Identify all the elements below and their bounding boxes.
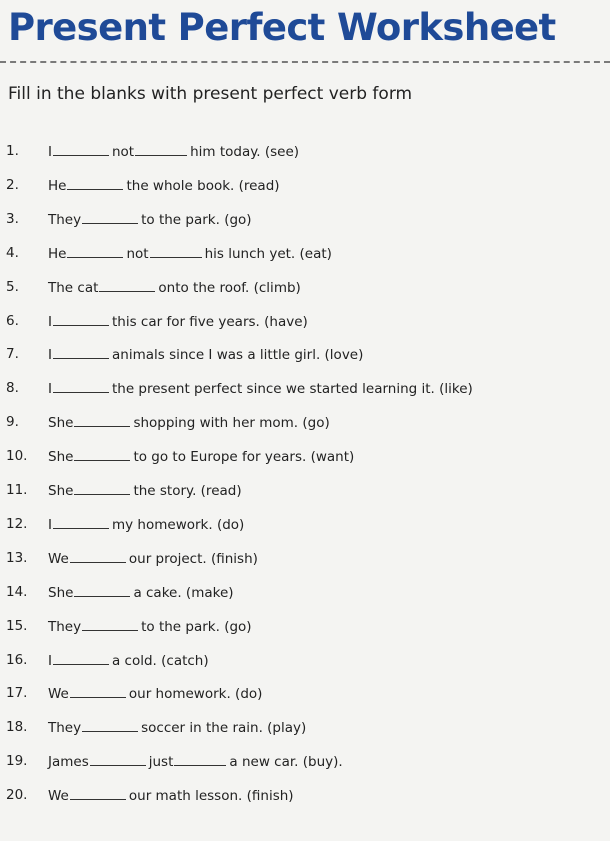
sentence-segment: I xyxy=(48,347,52,363)
exercise-item xyxy=(0,480,610,500)
item-number: 11. xyxy=(6,482,28,498)
worksheet-title: Present Perfect Worksheet xyxy=(8,6,556,49)
sentence-segment: not xyxy=(111,144,135,160)
exercise-item xyxy=(0,141,610,161)
item-sentence xyxy=(48,344,363,365)
sentence-segment: the story. (read) xyxy=(133,483,242,499)
sentence-segment: James xyxy=(48,754,89,770)
item-number: 5. xyxy=(6,279,19,295)
sentence-segment: just xyxy=(148,754,174,770)
item-number: 3. xyxy=(6,211,19,227)
item-sentence xyxy=(48,751,343,772)
exercise-item xyxy=(0,548,610,568)
sentence-segment: a cake. (make) xyxy=(133,585,234,601)
sentence-segment: I xyxy=(48,381,52,397)
sentence-segment: a new car. (buy). xyxy=(229,754,343,770)
sentence-segment: to go to Europe for years. (want) xyxy=(133,449,355,465)
sentence-segment: They xyxy=(48,619,82,635)
sentence-segment: him today. (see) xyxy=(190,144,300,160)
sentence-segment: We xyxy=(48,788,69,804)
answer-blank[interactable] xyxy=(53,378,109,393)
sentence-segment: They xyxy=(48,720,82,736)
answer-blank[interactable] xyxy=(53,344,109,359)
item-number: 15. xyxy=(6,618,28,634)
sentence-segment: this car for five years. (have) xyxy=(111,314,308,330)
exercise-item xyxy=(0,785,610,805)
answer-blank[interactable] xyxy=(53,650,109,665)
exercise-item xyxy=(0,683,610,703)
answer-blank[interactable] xyxy=(53,514,109,529)
item-number: 18. xyxy=(6,719,28,735)
item-sentence xyxy=(48,209,252,230)
sentence-segment: shopping with her mom. (go) xyxy=(133,415,330,431)
sentence-segment: He xyxy=(48,246,67,262)
answer-blank[interactable] xyxy=(70,548,126,563)
item-number: 10. xyxy=(6,448,28,464)
sentence-segment: the whole book. (read) xyxy=(126,178,280,194)
item-sentence xyxy=(48,141,299,162)
exercise-item xyxy=(0,311,610,331)
item-sentence xyxy=(48,412,330,433)
exercise-item xyxy=(0,717,610,737)
item-number: 1. xyxy=(6,143,19,159)
sentence-segment: our math lesson. (finish) xyxy=(128,788,294,804)
sentence-segment: They xyxy=(48,212,82,228)
sentence-segment: I xyxy=(48,144,52,160)
exercise-item xyxy=(0,514,610,534)
item-number: 6. xyxy=(6,313,19,329)
item-sentence xyxy=(48,175,280,196)
sentence-segment: our homework. (do) xyxy=(128,686,263,702)
item-number: 7. xyxy=(6,346,19,362)
exercise-item xyxy=(0,209,610,229)
answer-blank[interactable] xyxy=(67,175,123,190)
item-sentence xyxy=(48,446,354,467)
exercise-item xyxy=(0,650,610,670)
answer-blank[interactable] xyxy=(74,582,130,597)
answer-blank[interactable] xyxy=(74,412,130,427)
sentence-segment: the present perfect since we started learning it. (like) xyxy=(111,381,473,397)
item-number: 20. xyxy=(6,787,28,803)
sentence-segment: The cat xyxy=(48,280,99,296)
item-number: 17. xyxy=(6,685,28,701)
item-sentence xyxy=(48,514,244,535)
answer-blank[interactable] xyxy=(53,311,109,326)
item-sentence xyxy=(48,311,308,332)
sentence-segment: We xyxy=(48,686,69,702)
sentence-segment: She xyxy=(48,483,74,499)
item-number: 2. xyxy=(6,177,19,193)
sentence-segment: not xyxy=(126,246,149,262)
sentence-segment: our project. (finish) xyxy=(128,551,258,567)
sentence-segment: my homework. (do) xyxy=(111,517,245,533)
item-number: 9. xyxy=(6,414,19,430)
sentence-segment: She xyxy=(48,585,74,601)
answer-blank[interactable] xyxy=(82,717,138,732)
sentence-segment: I xyxy=(48,653,52,669)
sentence-segment: a cold. (catch) xyxy=(111,653,209,669)
sentence-segment: I xyxy=(48,314,52,330)
item-number: 14. xyxy=(6,584,28,600)
item-number: 12. xyxy=(6,516,28,532)
exercise-item xyxy=(0,378,610,398)
exercise-item xyxy=(0,751,610,771)
exercise-item xyxy=(0,582,610,602)
answer-blank[interactable] xyxy=(150,243,202,258)
answer-blank[interactable] xyxy=(174,751,226,766)
exercise-item xyxy=(0,446,610,466)
answer-blank[interactable] xyxy=(135,141,187,156)
item-sentence xyxy=(48,277,301,298)
sentence-segment: He xyxy=(48,178,67,194)
sentence-segment: animals since I was a little girl. (love) xyxy=(111,347,364,363)
item-sentence xyxy=(48,243,332,264)
answer-blank[interactable] xyxy=(90,751,146,766)
exercise-item xyxy=(0,412,610,432)
instructions: Fill in the blanks with present perfect verb form xyxy=(8,84,413,104)
item-number: 8. xyxy=(6,380,19,396)
sentence-segment: She xyxy=(48,449,74,465)
exercise-item xyxy=(0,344,610,364)
item-sentence xyxy=(48,378,473,399)
sentence-segment: She xyxy=(48,415,74,431)
exercise-item xyxy=(0,175,610,195)
item-sentence xyxy=(48,616,252,637)
item-sentence xyxy=(48,582,234,603)
exercise-item xyxy=(0,243,610,263)
answer-blank[interactable] xyxy=(82,616,138,631)
answer-blank[interactable] xyxy=(82,209,138,224)
answer-blank[interactable] xyxy=(74,446,130,461)
sentence-segment: his lunch yet. (eat) xyxy=(204,246,332,262)
answer-blank[interactable] xyxy=(70,683,126,698)
answer-blank[interactable] xyxy=(53,141,109,156)
answer-blank[interactable] xyxy=(70,785,126,800)
answer-blank[interactable] xyxy=(67,243,123,258)
sentence-segment: to the park. (go) xyxy=(141,212,252,228)
exercise-item xyxy=(0,277,610,297)
answer-blank[interactable] xyxy=(74,480,130,495)
item-sentence xyxy=(48,683,262,704)
item-sentence xyxy=(48,480,242,501)
exercise-item xyxy=(0,616,610,636)
item-number: 13. xyxy=(6,550,28,566)
item-number: 4. xyxy=(6,245,19,261)
item-number: 19. xyxy=(6,753,28,769)
item-sentence xyxy=(48,650,209,671)
answer-blank[interactable] xyxy=(99,277,155,292)
item-number: 16. xyxy=(6,652,28,668)
sentence-segment: to the park. (go) xyxy=(141,619,252,635)
sentence-segment: We xyxy=(48,551,69,567)
sentence-segment: I xyxy=(48,517,52,533)
sentence-segment: soccer in the rain. (play) xyxy=(141,720,307,736)
item-sentence xyxy=(48,785,294,806)
sentence-segment: onto the roof. (climb) xyxy=(158,280,301,296)
item-sentence xyxy=(48,717,306,738)
item-sentence xyxy=(48,548,258,569)
